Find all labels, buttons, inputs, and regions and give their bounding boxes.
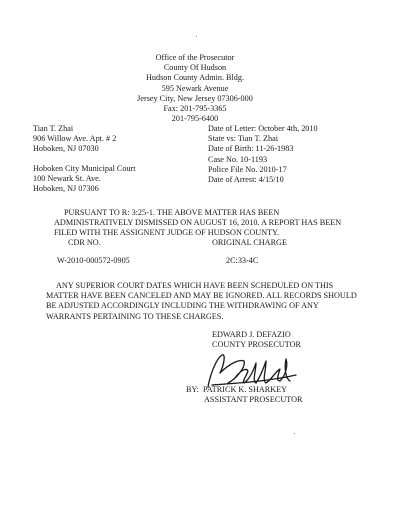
prosecutor-name: EDWARD J. DEFAZIO [212, 330, 291, 339]
cdr-number-header: CDR NO. [68, 238, 101, 247]
office-letterhead [120, 53, 270, 124]
address-line: Hoboken, NJ 07030 [33, 144, 99, 154]
speck [196, 36, 197, 37]
letterhead-line: 201-795-6400 [171, 114, 219, 124]
letterhead-line: Jersey City, New Jersey 07306-000 [137, 93, 253, 103]
case-details [208, 124, 318, 185]
original-charge-header: ORIGINAL CHARGE [212, 238, 287, 247]
letterhead-line: Hudson County Admin. Bldg. [145, 73, 245, 83]
case-detail-line: Date of Arrest: 4/15/10 [208, 175, 284, 185]
case-detail-line: Date of Birth: 11-26-1983 [208, 144, 294, 154]
court-dates-paragraph: ANY SUPERIOR COURT DATES WHICH HAVE BEEN SCHEDULED ON THIS MATTER HAVE BEEN CANCELED AND MAY BE IGNORED. ALL RECORDS SHOULD BE ADJUSTED ACCORDINGLY INCLUDING THE WITHDRAWING OF ANY WARRANTS PERTAINING TO THESE CHARGES. [46, 281, 357, 321]
case-detail-line: Police File No. 2010-17 [208, 164, 287, 174]
court-address [33, 164, 136, 195]
cdr-number-value: W-2010-000572-0905 [57, 256, 130, 265]
signer-name: PATRICK K. SHARKEY [203, 385, 288, 394]
speck [294, 433, 295, 434]
letterhead-line: Fax: 201-795-3365 [163, 104, 227, 114]
letterhead-line: 595 Newark Avenue [161, 83, 229, 93]
address-line: 906 Willow Ave. Apt. # 2 [33, 134, 117, 144]
dismissal-paragraph: PURSUANT TO R: 3:25-1. THE ABOVE MATTER HAS BEEN ADMINISTRATIVELY DISMISSED ON AUGUST 16, 2010. A REPORT HAS BEEN FILED WITH THE ASSIGNENT JUDGE OF HUDSON COUNTY. [54, 208, 342, 238]
recipient-address [33, 124, 116, 155]
original-charge-value: 2C:33-4C [226, 256, 259, 265]
address-line: Hoboken City Municipal Court [33, 164, 136, 173]
letterhead-line: Office of the Prosecutor [155, 53, 235, 62]
address-line: 100 Newark St. Ave. [33, 174, 101, 184]
by-label: BY: [186, 385, 199, 394]
signer-block [186, 385, 302, 405]
address-line: Tian T. Zhai [33, 124, 74, 133]
letterhead-line: County Of Hudson [163, 63, 227, 73]
case-detail-line: State vs: Tian T. Zhai [208, 134, 278, 144]
signer-title: ASSISTANT PROSECUTOR [204, 395, 303, 405]
case-detail-line: Date of Letter: October 4th, 2010 [208, 124, 318, 133]
prosecutor-title: COUNTY PROSECUTOR [212, 340, 301, 350]
case-detail-line: Case No. 10-1193 [208, 154, 268, 164]
address-line: Hoboken, NJ 07306 [33, 184, 99, 194]
